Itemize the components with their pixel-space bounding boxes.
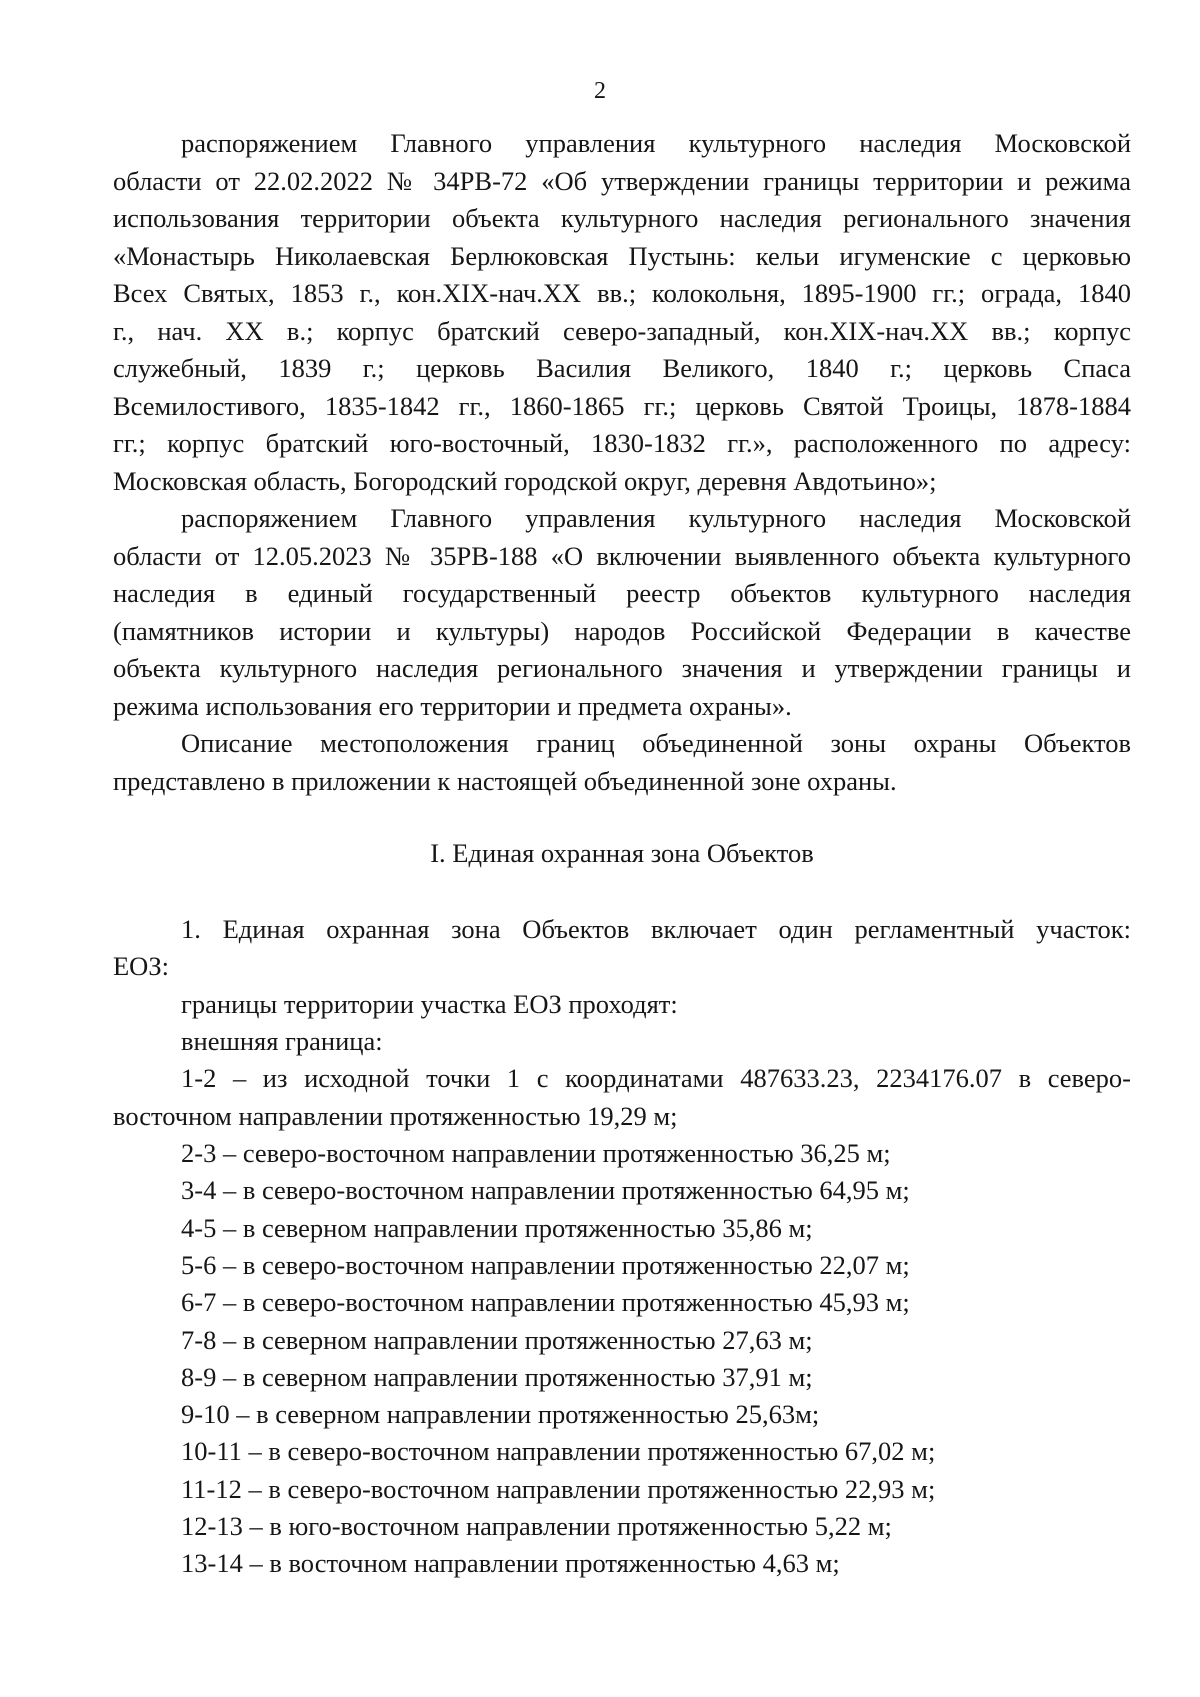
boundary-segment: 11-12 – в северо-восточном направлении протяженностью 22,93 м; <box>181 1473 936 1504</box>
document-body <box>113 125 1131 1583</box>
text-line: Всемилостивого, 1835-1842 гг., 1860-1865 гг.; церковь Святой Троицы, 1878-1884 <box>113 390 1131 421</box>
text-line: восточном направлении протяженностью 19,29 м; <box>113 1100 678 1131</box>
text-line: служебный, 1839 г.; церковь Василия Великого, 1840 г.; церковь Спаса <box>113 353 1131 383</box>
text-line: распоряжением Главного управления культурного наследия Московской <box>181 503 1131 533</box>
boundary-type: внешняя граница: <box>181 1025 383 1056</box>
text-line: области от 22.02.2022 № 34РВ-72 «Об утверждении границы территории и режима <box>113 165 1131 196</box>
decree-paragraph-2 <box>113 500 1131 725</box>
text-line: области от 12.05.2023 № 35РВ-188 «О включении выявленного объекта культурного <box>113 540 1131 571</box>
boundary-segment: 4-5 – в северном направлении протяженностью 35,86 м; <box>181 1212 813 1243</box>
boundary-segment: 10-11 – в северо-восточном направлении протяженностью 67,02 м; <box>181 1436 936 1467</box>
text-line: представлено в приложении к настоящей объединенной зоне охраны. <box>113 765 897 796</box>
text-line: использования территории объекта культурного наследия регионального значения <box>113 203 1131 233</box>
page-number: 2 <box>594 78 606 104</box>
boundary-segment: 13-14 – в восточном направлении протяженностью 4,63 м; <box>181 1548 840 1579</box>
boundary-intro: границы территории участка ЕОЗ проходят: <box>181 988 678 1019</box>
decree-paragraph-1 <box>113 125 1131 500</box>
boundary-segment-first <box>113 1060 1131 1135</box>
boundary-segment: 2-3 – северо-восточном направлении протяженностью 36,25 м; <box>181 1138 891 1169</box>
text-line: наследия в единый государственный реестр объектов культурного наследия <box>113 578 1131 608</box>
text-line: ЕОЗ: <box>113 951 169 981</box>
boundary-segment: 9-10 – в северном направлении протяженностью 25,63м; <box>181 1399 820 1430</box>
boundary-segment: 8-9 – в северном направлении протяженностью 37,91 м; <box>181 1361 813 1392</box>
text-line: объекта культурного наследия регионального значения и утверждении границы и <box>113 653 1131 683</box>
boundary-segment: 6-7 – в северо-восточном направлении протяженностью 45,93 м; <box>181 1287 910 1318</box>
text-line: Всех Святых, 1853 г., кон.XIX-нач.XX вв.; колокольня, 1895-1900 гг.; ограда, 1840 <box>113 278 1131 308</box>
text-line: «Монастырь Николаевская Берлюковская Пустынь: кельи игуменские с церковью <box>113 240 1131 271</box>
text-line: 1. Единая охранная зона Объектов включает один регламентный участок: <box>181 913 1131 944</box>
text-line: г., нач. XX в.; корпус братский северо-западный, кон.XIX-нач.XX вв.; корпус <box>113 315 1131 346</box>
boundary-segment: 12-13 – в юго-восточном направлении протяженностью 5,22 м; <box>181 1511 892 1542</box>
zone-intro-paragraph <box>113 911 1131 986</box>
text-line: гг.; корпус братский юго-восточный, 1830-1832 гг.», расположенного по адресу: <box>113 428 1131 458</box>
boundary-segment: 7-8 – в северном направлении протяженностью 27,63 м; <box>181 1324 813 1355</box>
boundary-segment: 3-4 – в северо-восточном направлении протяженностью 64,95 м; <box>181 1175 910 1206</box>
text-line: распоряжением Главного управления культурного наследия Московской <box>181 128 1131 158</box>
boundary-segment: 5-6 – в северо-восточном направлении протяженностью 22,07 м; <box>181 1249 910 1280</box>
section-heading: I. Единая охранная зона Объектов <box>430 838 814 868</box>
description-paragraph <box>113 725 1131 800</box>
text-line: (памятников истории и культуры) народов Российской Федерации в качестве <box>113 615 1131 646</box>
text-line: режима использования его территории и предмета охраны». <box>113 690 792 721</box>
text-line: Московская область, Богородский городской округ, деревня Авдотьино»; <box>113 465 937 496</box>
text-line: Описание местоположения границ объединенной зоны охраны Объектов <box>181 728 1131 758</box>
text-line: 1-2 – из исходной точки 1 с координатами 487633.23, 2234176.07 в северо- <box>181 1063 1131 1094</box>
